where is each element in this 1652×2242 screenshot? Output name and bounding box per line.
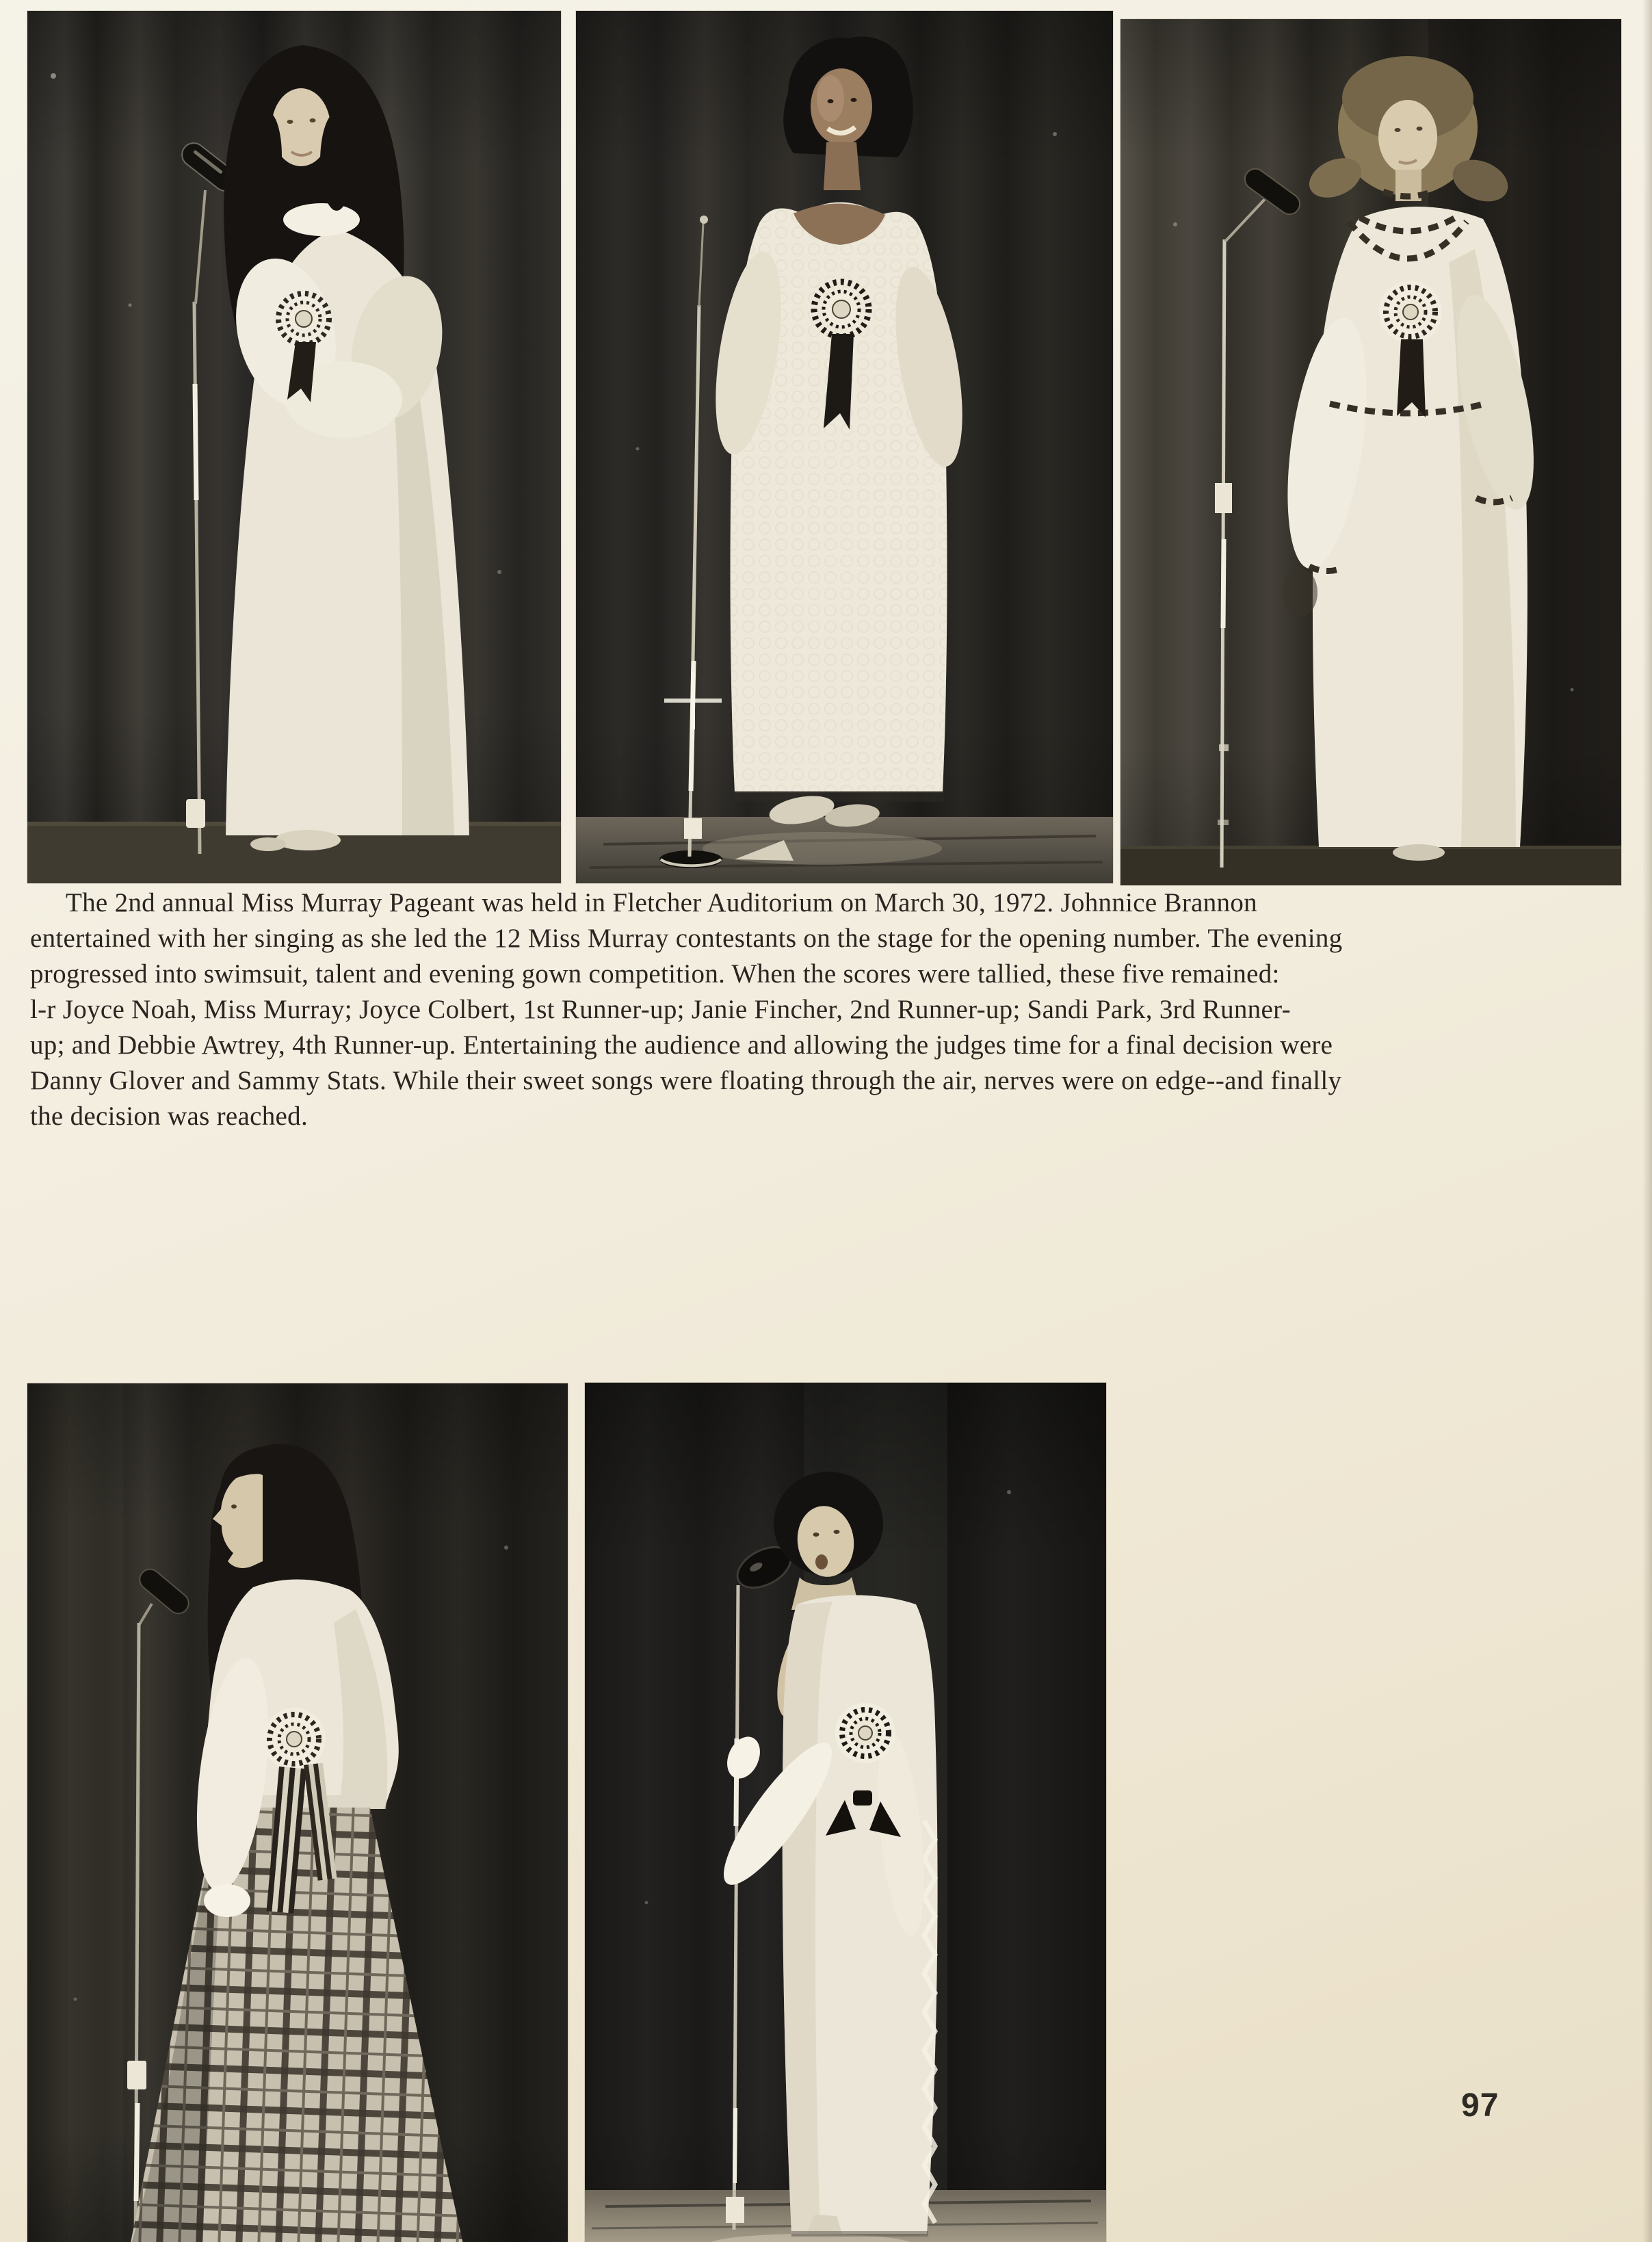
caption-line: entertained with her singing as she led the 12 Miss Murray contestants on the stage for the opening number. The evening xyxy=(30,924,1343,953)
stage-floor xyxy=(576,817,1113,883)
caption-line: l-r Joyce Noah, Miss Murray; Joyce Colbert, 1st Runner-up; Janie Fincher, 2nd Runner-up; Sandi Park, 3rd Runner- xyxy=(30,995,1291,1024)
page-edge-shadow xyxy=(1642,0,1652,2242)
photo-bottom-center xyxy=(585,1383,1106,2242)
stage-floor xyxy=(1120,846,1621,885)
caption-line: progressed into swimsuit, talent and evening gown competition. When the scores were tallied, these five remained: xyxy=(30,959,1280,989)
photo-bottom-left xyxy=(27,1383,568,2242)
caption-line: Danny Glover and Sammy Stats. While their sweet songs were floating through the air, nerves were on edge--and finally xyxy=(30,1066,1342,1095)
award-rosette xyxy=(835,1703,895,1763)
caption-line: the decision was reached. xyxy=(30,1102,308,1131)
award-rosette xyxy=(263,1708,326,1771)
photo-top-center xyxy=(576,11,1113,883)
photo-top-right xyxy=(1120,19,1621,885)
page-number: 97 xyxy=(1461,2087,1499,2124)
photo-top-left xyxy=(27,11,561,883)
caption-line: up; and Debbie Awtrey, 4th Runner-up. Entertaining the audience and allowing the judges time for a final decision were xyxy=(30,1030,1333,1060)
caption-line: The 2nd annual Miss Murray Pageant was held in Fletcher Auditorium on March 30, 1972. Johnnice Brannon xyxy=(66,888,1257,917)
pageant-caption xyxy=(30,885,1576,1134)
